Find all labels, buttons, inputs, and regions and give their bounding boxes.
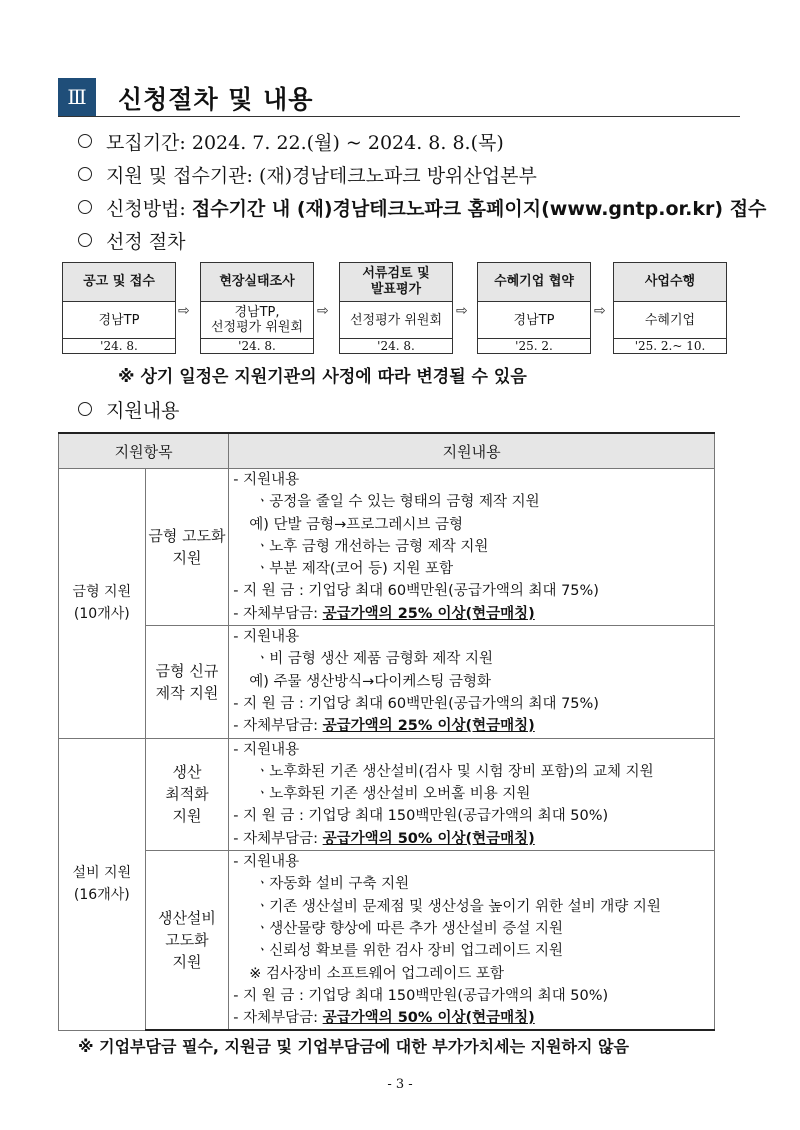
- section-number-badge: Ⅲ: [58, 78, 96, 116]
- content-line: ㆍ노후화된 기존 생산설비 오버홀 비용 지원: [255, 786, 531, 803]
- period-label: 모집기간:: [106, 132, 192, 154]
- step-header: 수혜기업 협약: [478, 263, 590, 302]
- item-name-cell: 금형 신규 제작 지원: [145, 626, 229, 738]
- content-line: ㆍ공정을 줄일 수 있는 형태의 금형 제작 지원: [255, 494, 540, 511]
- section-divider: [58, 116, 740, 117]
- bullet-selection: [78, 227, 185, 254]
- step-date: '24. 8.: [377, 339, 415, 353]
- step-header: 서류검토 및 발표평가: [340, 263, 452, 302]
- content-line: ※ 검사장비 소프트웨어 업그레이드 포함: [249, 965, 504, 982]
- step-arrow-icon: ⇨: [594, 303, 606, 319]
- table-row: [59, 738, 715, 850]
- item-name-cell: 생산설비 고도화 지원: [145, 851, 229, 1031]
- process-step: [339, 262, 453, 354]
- footer-note: ※ 기업부담금 필수, 지원금 및 기업부담금에 대한 부가가치세는 지원하지 않음: [78, 1037, 629, 1056]
- content-line: - 지원내용: [233, 854, 300, 871]
- item-name-cell: 생산 최적화 지원: [145, 738, 229, 850]
- content-cell: [229, 626, 715, 738]
- self-burden-label: - 자체부담금:: [233, 830, 323, 847]
- self-burden-value: 공급가액의 25% 이상(현금매칭): [322, 605, 535, 622]
- process-step: [200, 262, 314, 354]
- step-arrow-icon: ⇨: [456, 303, 468, 319]
- content-line: - 지 원 금 : 기업당 최대 150백만원(공급가액의 최대 50%): [233, 987, 609, 1004]
- step-body: 경남TP: [478, 302, 590, 339]
- step-body: 경남TP, 선정평가 위원회: [201, 302, 313, 339]
- section-title: 신청절차 및 내용: [118, 85, 314, 114]
- step-header: 공고 및 접수: [63, 263, 175, 302]
- selection-label: 선정 절차: [106, 231, 186, 253]
- org-value: (재)경남테크노파크 방위산업본부: [259, 165, 537, 187]
- circle-bullet-icon: [78, 134, 92, 148]
- content-line: - 지 원 금 : 기업당 최대 60백만원(공급가액의 최대 75%): [233, 695, 599, 712]
- content-line: ㆍ자동화 설비 구축 지원: [255, 876, 410, 893]
- process-step: [613, 262, 727, 354]
- table-header-content: 지원내용: [229, 433, 715, 469]
- step-arrow-icon: ⇨: [317, 303, 329, 319]
- content-cell: [229, 738, 715, 850]
- self-burden-label: - 자체부담금:: [233, 605, 323, 622]
- table-row: [59, 626, 715, 738]
- support-label: 지원내용: [106, 400, 180, 422]
- step-header: 현장실태조사: [201, 263, 313, 302]
- self-burden-line: [233, 715, 710, 737]
- bullet-organization: [78, 161, 537, 188]
- category-cell: 금형 지원 (10개사): [59, 469, 146, 739]
- bullet-support: [78, 396, 179, 423]
- content-line: ㆍ생산물량 향상에 따른 추가 생산설비 증설 지원: [255, 920, 564, 937]
- step-date: '25. 2.~ 10.: [634, 339, 706, 353]
- support-table: [58, 432, 715, 1031]
- content-line: - 지원내용: [233, 741, 300, 758]
- step-header: 사업수행: [614, 263, 726, 302]
- self-burden-label: - 자체부담금:: [233, 718, 323, 735]
- process-step: [477, 262, 591, 354]
- content-line: ㆍ비 금형 생산 제품 금형화 제작 지원: [255, 651, 494, 668]
- method-value: 접수기간 내 (재)경남테크노파크 홈페이지(www.gntp.or.kr) 접수: [191, 198, 767, 220]
- self-burden-value: 공급가액의 25% 이상(현금매칭): [322, 718, 535, 735]
- page-number: - 3 -: [387, 1077, 413, 1092]
- content-cell: [229, 469, 715, 626]
- self-burden-line: [233, 603, 710, 625]
- table-header-item: 지원항목: [59, 433, 229, 469]
- circle-bullet-icon: [78, 233, 92, 247]
- step-body: 경남TP: [63, 302, 175, 339]
- bullet-period: [78, 128, 504, 155]
- circle-bullet-icon: [78, 402, 92, 416]
- org-label: 지원 및 접수기관:: [106, 165, 259, 187]
- content-line: - 지원내용: [233, 472, 300, 488]
- schedule-note: ※ 상기 일정은 지원기관의 사정에 따라 변경될 수 있음: [118, 367, 527, 387]
- content-line: 예) 단발 금형→프로그레시브 금형: [249, 516, 463, 533]
- item-name-cell: 금형 고도화 지원: [145, 469, 229, 626]
- period-value: 2024. 7. 22.(월) ~ 2024. 8. 8.(목): [191, 132, 504, 154]
- self-burden-line: [233, 1007, 710, 1029]
- step-body: 수혜기업: [614, 302, 726, 339]
- content-cell: [229, 851, 715, 1031]
- self-burden-label: - 자체부담금:: [233, 1010, 323, 1027]
- content-line: ㆍ신뢰성 확보를 위한 검사 장비 업그레이드 지원: [255, 943, 564, 960]
- category-cell: 설비 지원 (16개사): [59, 738, 146, 1030]
- bullet-method: [78, 194, 766, 221]
- content-line: ㆍ노후 금형 개선하는 금형 제작 지원: [255, 538, 489, 555]
- step-date: '25. 2.: [515, 339, 553, 353]
- content-line: 예) 주물 생산방식→다이케스팅 금형화: [249, 673, 491, 690]
- content-line: - 지원내용: [233, 629, 300, 646]
- content-line: - 지 원 금 : 기업당 최대 60백만원(공급가액의 최대 75%): [233, 583, 599, 600]
- self-burden-line: [233, 828, 710, 850]
- process-step: [62, 262, 176, 354]
- table-row: [59, 469, 715, 626]
- self-burden-value: 공급가액의 50% 이상(현금매칭): [322, 1010, 535, 1027]
- method-label: 신청방법:: [106, 198, 192, 220]
- content-line: ㆍ노후화된 기존 생산설비(검사 및 시험 장비 포함)의 교체 지원: [255, 763, 654, 780]
- self-burden-value: 공급가액의 50% 이상(현금매칭): [322, 830, 535, 847]
- step-body: 선정평가 위원회: [340, 302, 452, 339]
- circle-bullet-icon: [78, 200, 92, 214]
- circle-bullet-icon: [78, 167, 92, 181]
- content-line: ㆍ기존 생산설비 문제점 및 생산성을 높이기 위한 설비 개량 지원: [255, 898, 661, 915]
- content-line: - 지 원 금 : 기업당 최대 150백만원(공급가액의 최대 50%): [233, 808, 609, 825]
- step-date: '24. 8.: [238, 339, 276, 353]
- step-date: '24. 8.: [100, 339, 138, 353]
- content-line: ㆍ부분 제작(코어 등) 지원 포함: [255, 561, 454, 578]
- step-arrow-icon: ⇨: [178, 303, 190, 319]
- table-row: [59, 851, 715, 1031]
